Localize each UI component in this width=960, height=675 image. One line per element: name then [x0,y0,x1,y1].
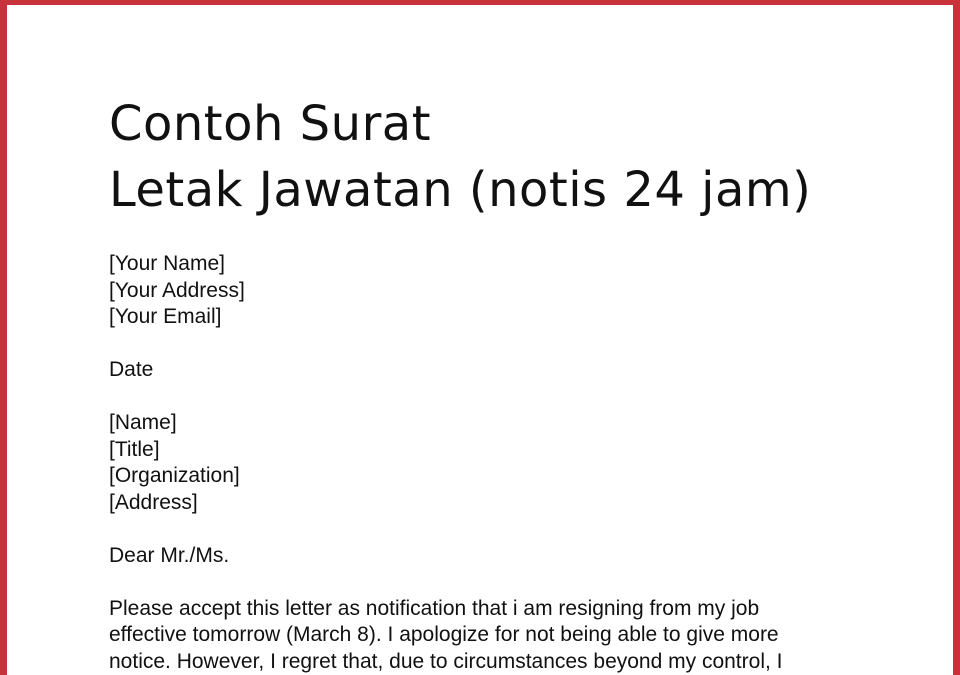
recipient-organization: [Organization] [109,464,240,487]
letter-date: Date [109,358,154,381]
spacer [109,384,869,411]
salutation: Dear Mr./Ms. [109,543,230,567]
body-line-2: effective tomorrow (March 8). I apologize for not being able to give more [109,623,779,646]
spacer [109,516,869,543]
document-content [109,91,869,675]
letter-body [109,251,869,675]
recipient-address: [Address] [109,490,198,514]
document-title [109,91,869,223]
spacer [109,331,869,358]
sender-email: [Your Email] [109,305,222,328]
body-line-3: notice. However, I regret that, due to circumstances beyond my control, I [109,649,783,673]
recipient-block [109,410,869,516]
sender-block [109,251,869,331]
sender-address: [Your Address] [109,278,245,302]
body-line-1: Please accept this letter as notification that i am resigning from my job [109,596,760,620]
sender-name: [Your Name] [109,252,225,275]
body-paragraph [109,596,869,675]
title-line-2: Letak Jawatan (notis 24 jam) [109,162,812,218]
title-line-1: Contoh Surat [109,96,432,152]
spacer [109,569,869,596]
recipient-title: [Title] [109,437,160,461]
recipient-name: [Name] [109,411,177,434]
